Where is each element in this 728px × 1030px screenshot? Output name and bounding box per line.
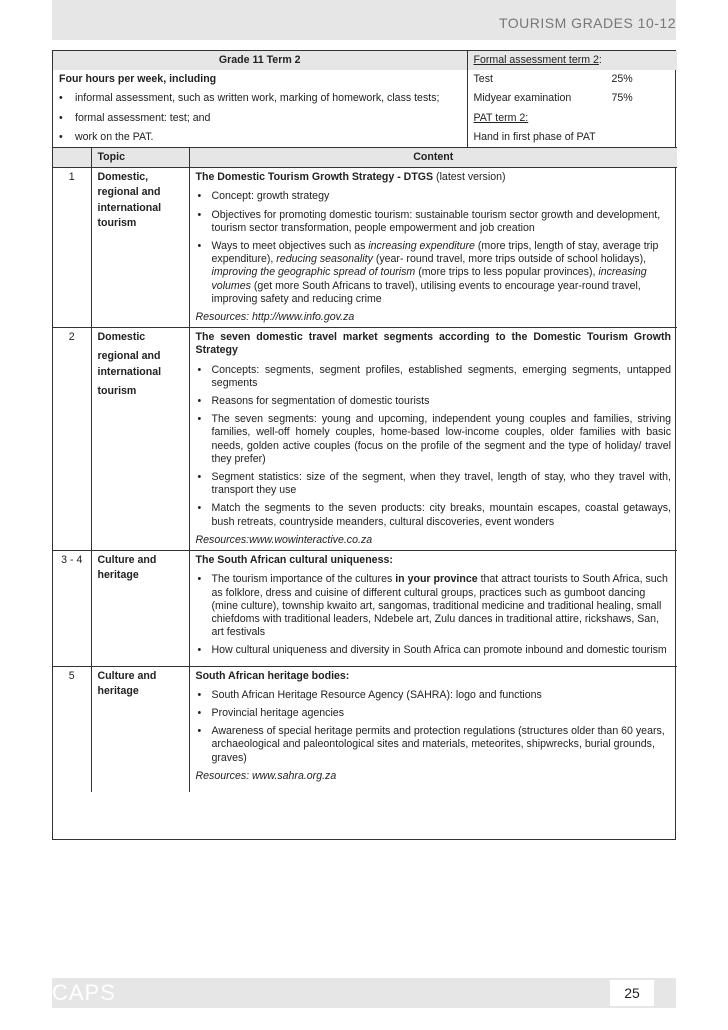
document-title: TOURISM GRADES 10-12 (498, 15, 676, 31)
row-number: 2 (68, 331, 75, 344)
formal-assessment-colon: : (598, 54, 602, 66)
assessment-bullet-1: • informal assessment, such as written work, marking of homework, class tests; (59, 92, 440, 105)
table-row (53, 328, 677, 551)
list-item: • Concepts: segments, segment profiles, established segments, emerging segments, untapped segments (196, 364, 672, 390)
footer-band (52, 978, 676, 1008)
resources-text: Resources:www.wowinteractive.co.za (195, 533, 373, 546)
list-item: • Ways to meet objectives such as increasing expenditure (more trips, length of stay, average trip expenditure), reducing seasonality (year- round travel, more trips outside of school holidays), improving the geographic spread of tourism (more trips to less popular provinces), increasing volumes (get more South Africans to travel), utilising events to encourage year-round travel, improving safety and reducing crime (196, 240, 672, 306)
row-number: 5 (68, 669, 75, 682)
term-title: Grade 11 Term 2 (53, 51, 467, 70)
pat-term-text: Hand in first phase of PAT (467, 128, 677, 147)
content-heading: The Domestic Tourism Growth Strategy - DTGS (195, 171, 434, 184)
row-number: 3 - 4 (61, 554, 83, 567)
table-row (53, 551, 677, 666)
list-item: • The seven segments: young and upcoming, independent young couples and families, striving families, well-off homely couples, home-based low-income couples, older families with basic needs, golden active couples (focus on the profile of the segment and the type of holiday/ travel they prefer) (196, 413, 672, 466)
list-item: • How cultural uniqueness and diversity in South Africa can promote inbound and domestic tourism (196, 644, 672, 657)
list-item: • The tourism importance of the cultures in your province that attract tourists to South Africa, such as folklore, dress and cuisine of different cultural groups, practices such as gumboot dancing (mine culture), township kwaito art, sangomas, traditional medicine and traditional healing, small chiefdoms with traditional leaders, Ndebele art, Zulu dances in traditional attire, rickshaws, San, art festivals (196, 573, 672, 639)
content-heading: The South African cultural uniqueness: (195, 554, 393, 567)
resources-text: Resources: http://www.info.gov.za (195, 311, 355, 324)
row-content (189, 551, 677, 666)
assessment-bullet-3: • work on the PAT. (59, 130, 154, 143)
resources-text: Resources: www.sahra.org.za (195, 769, 337, 782)
row-topic: Domestic, regional and international tourism (91, 168, 189, 328)
pat-term-label: PAT term 2: (467, 109, 677, 128)
formal-assessment-heading (467, 51, 677, 70)
footer-caps-label: CAPS (52, 980, 116, 1005)
list-item: • Awareness of special heritage permits and protection regulations (structures older than 60 years, archaeological and paleontological sites and materials, meteorites, shipwrecks, burial grounds, graves) (196, 725, 672, 765)
list-item: • Reasons for segmentation of domestic tourists (196, 395, 672, 408)
list-item: • Objectives for promoting domestic tourism: sustainable tourism sector growth and development, tourism sector transformation, people empowerment and job creation (196, 209, 672, 235)
row-content (189, 666, 677, 786)
test-label: Test (473, 73, 493, 86)
list-item: • Concept: growth strategy (196, 190, 672, 203)
list-item: • South African Heritage Resource Agency (SAHRA): logo and functions (196, 689, 672, 702)
midyear-label: Midyear examination (473, 92, 572, 105)
content-heading: The seven domestic travel market segments according to the Domestic Tourism Growth Strategy (195, 331, 671, 357)
midyear-percent: 75% (611, 92, 633, 105)
content-header: Content (189, 148, 677, 168)
num-header (53, 148, 91, 168)
test-weight-row (467, 70, 677, 89)
formal-assessment-label: Formal assessment term 2 (473, 54, 599, 66)
curriculum-table (52, 50, 676, 840)
topic-header: Topic (91, 148, 189, 168)
row-content (189, 328, 677, 551)
midyear-weight-row (467, 89, 677, 108)
list-item: • Match the segments to the seven products: city breaks, mountain escapes, coastal getaways, bush retreats, countryside meanders, cultural discoveries, event wonders (196, 502, 672, 528)
row-topic: Culture and heritage (91, 551, 189, 666)
list-item: • Segment statistics: size of the segment, when they travel, length of stay, who they travel with, transport they use (196, 471, 672, 497)
row-topic: Culture and heritage (91, 666, 189, 786)
row-number: 1 (68, 171, 75, 184)
row-content: The Domestic Tourism Growth Strategy - DTGS (latest version) • Concept: growth strategy • Objectives for promoting domestic tourism: sustainable tourism sector growth and development, tourism sector transformation, people empowerment and job creation • Ways to meet objectives such as increasing expenditure (more trips, length of stay, average trip expenditure), reducing seasonality (year- round travel, more trips outside of school holidays), improving the geographic spread of tourism (more trips to less popular provinces), increasing volumes (get more South Africans to travel), utilising events to encourage year-round travel, improving safety and reducing crime Resources: http://www.info.gov.za (189, 168, 677, 328)
hours-statement: Four hours per week, including (59, 73, 217, 86)
list-item: • Provincial heritage agencies (196, 707, 672, 720)
table-row (53, 666, 677, 786)
assessment-bullet-2: • formal assessment: test; and (59, 111, 211, 124)
table-row (53, 168, 677, 328)
test-percent: 25% (611, 73, 633, 86)
page-number: 25 (610, 980, 654, 1006)
row-topic: Domestic regional and international tourism (91, 328, 189, 551)
content-heading: South African heritage bodies: (195, 669, 350, 682)
